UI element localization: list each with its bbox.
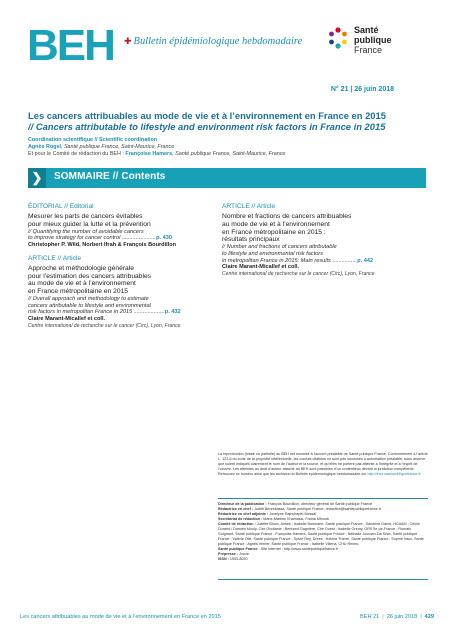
credit-label: Prépresse : [218, 552, 239, 556]
credit-line [218, 522, 428, 547]
article-english-text: risk factors in metropolitan France in 2015 .................... [28, 309, 165, 316]
credit-label: Comité de rédaction : [218, 522, 256, 526]
article-affiliation: Centre international de recherche sur le cancer (Circ), Lyon, France [222, 271, 375, 278]
page-number: p. 442 [357, 257, 374, 264]
article-title-line: pour l’estimation des cancers attribuables [28, 272, 152, 280]
article-title-line: en France métropolitaine en 2015 [28, 288, 129, 296]
contents-column-left [28, 203, 218, 329]
footer-issue-info [360, 614, 434, 620]
credit-value: Juliette Bloch, Anses ; Isabelle Bonmarin, Santé publique France ; Sandrine Danet, HCAAM ; Cécile Durand / Damien Mouly, Cire Occitanie ; Bertrand Gagnière, Cire Ouest ; Isabelle Grémy, ORS Île-de-France ; Romain Guignard, Santé publique France ; Françoise Hamers, Santé publique France ; Nathalie Jourdan-Da Silva, Santé publique France ; Valérie Olié, Santé publique France ; Sylvie Rey, Drees ; Hélène Therre, Santé publique France ; Sophie Vaux, Santé publique France ; Agnès Verrier, Santé publique France ; Isabelle Villena, CHU Reims. [218, 522, 424, 546]
journal-tagline [124, 36, 302, 47]
committee-line [28, 151, 428, 158]
article-affiliation: Centre international de recherche sur le cancer (Circ), Lyon, France [28, 322, 181, 329]
article-title-line: au mode de vie et à l’environnement [222, 220, 330, 228]
committee-affiliation: , Santé publique France, Saint-Maurice, France [172, 151, 286, 157]
spf-line-1: Santé [354, 25, 379, 35]
archive-link[interactable]: http://invs.santepubliquefrance.fr [367, 472, 421, 476]
beh-logo-text: BEH [27, 22, 114, 66]
page-number: p. 430 [156, 235, 172, 242]
spf-line-3: France [354, 45, 383, 55]
section-label: ÉDITORIAL // Editorial [28, 203, 94, 210]
article-english-line: // Overall approach and methodology to estimate [28, 295, 149, 302]
coordinator-affiliation: , Santé publique France, Saint-Maurice, France [60, 144, 175, 150]
article-english-text: in metropolitan France in 2015: Main results ................ [222, 257, 358, 264]
article-english-line: // Quantifying the number of avoidable cancers [28, 228, 144, 235]
spf-text [354, 25, 392, 55]
footer-issue: BEH 21 [359, 614, 380, 620]
beh-logo [27, 22, 119, 66]
footer-date: 26 juin 2018 [386, 614, 418, 620]
credit-label: Rédactrice en chef : [218, 507, 254, 511]
footer-separator: | [382, 614, 384, 620]
tagline-text: Bulletin épidémiologique hebdomadaire [133, 36, 303, 47]
article-english-line: to lifestyle and environmental risk factors [222, 250, 324, 257]
coordinator-line [28, 144, 428, 151]
toc-entry-editorial[interactable] [28, 203, 218, 249]
article-title-line: Approche et méthodologie générale [28, 264, 134, 272]
credit-label: Directeur de la publication : [218, 502, 267, 506]
article-english-line-with-page [28, 235, 218, 242]
article-title-line: au mode de vie et à l’environnement [28, 280, 136, 288]
coordinator-name: Agnès Rogel [28, 144, 61, 150]
credit-label: Santé publique France [218, 547, 258, 551]
article-title-line: pour mieux guider la lutte et la prévention [28, 220, 151, 228]
committee-prefix: Et pour le Comité de rédaction du BEH : [28, 151, 126, 157]
spf-line-2: publique [354, 35, 392, 45]
article-english-text: to improve strategy for cancer control ...................... [28, 235, 157, 242]
credit-value: - Site Internet : http://www.santepubliquefrance.fr [257, 547, 339, 551]
title-english: // Cancers attributable to lifestyle and environment risk factors in France in 2015 [28, 121, 386, 132]
section-label: ARTICLE // Article [222, 203, 276, 210]
footer-separator: | [420, 614, 422, 620]
article-title-line: en France métropolitaine en 2015 : [222, 228, 326, 236]
credit-value: Jouve [238, 552, 249, 556]
article-title-line: Nombre et fractions de cancers attribuables [222, 213, 352, 220]
article-authors: Christopher P. Wild, Norbert Ifrah & François Bourdillon [28, 242, 177, 248]
credit-label: Secrétariat de rédaction : [218, 517, 263, 521]
legal-text: La reproduction (totale ou partielle) du BEH est soumise à l’accord préalable de Santé publique France. Conformément à l’article L. 122-5 du code de la propriété intellectuelle, les courtes citations ne sont pas soumises à autorisation préalable, sous réserve que soient indiqués clairement le nom de l’auteur et la source, et qu’elles ne portent pas atteinte à l’intégrité et à l’esprit de l’oeuvre. Les atteintes au droit d’auteur attaché au BEH sont passibles d’un contentieux devant la juridiction compétente. [218, 452, 428, 471]
credit-value: Judith Benrekassa, Santé publique France, redaction@santepubliquefrance.fr [253, 507, 382, 511]
issue-number: N° 21 | 26 juin 2018 [330, 86, 394, 93]
article-authors: Claire Marant-Micallef et coll. [222, 264, 300, 271]
credit-label: ISSN : [218, 557, 229, 561]
page-footer [20, 612, 434, 624]
page-header [0, 0, 454, 80]
footer-page-number: 429 [424, 614, 434, 620]
issue-title [28, 110, 428, 132]
toc-entry-methodology[interactable] [28, 255, 218, 330]
page-number: p. 432 [164, 309, 181, 316]
legal-notice [218, 452, 428, 477]
committee-name: Françoise Hamers [125, 151, 173, 157]
credit-line [218, 557, 428, 562]
article-title-line: résultats principaux [222, 236, 280, 244]
sante-publique-france-logo [326, 22, 436, 66]
article-english-line-with-page [28, 309, 218, 316]
contents-column-right [222, 203, 422, 278]
editorial-credits [218, 498, 428, 580]
coordination-block [28, 137, 428, 158]
footer-running-title: Les cancers attribuables au mode de vie et à l’environnement en France en 2015 [20, 614, 221, 620]
article-english-line-with-page [222, 258, 422, 265]
article-english-line: cancers attributable to lifestyle and environmental [28, 302, 151, 309]
archive-line [218, 472, 428, 477]
toc-entry-results[interactable] [222, 203, 422, 278]
credit-value: Jocelyne Rajnchapel-Messaï [268, 512, 317, 516]
article-title-line: Mesurer les parts de cancers évitables [28, 213, 143, 220]
coordination-heading: Coordination scientifique // Scientific coordination [28, 137, 158, 143]
contents-heading: SOMMAIRE // Contents [54, 171, 166, 182]
section-label: ARTICLE // Article [28, 254, 82, 262]
credit-value: Marie-Martine Khamassi, Farida Mihoub [262, 517, 329, 521]
credit-label: Rédactrice en chef adjointe : [218, 512, 269, 516]
credit-value: 1953-8030 [228, 557, 248, 561]
contents-banner [28, 168, 426, 188]
article-english-line: // Number and fractions of cancers attributable [222, 244, 337, 251]
chevron-right-icon: ❯ [28, 168, 46, 188]
credit-value: François Bourdillon, directeur général de Santé publique France [266, 502, 373, 506]
tagline-mark-icon: ✚ [124, 36, 132, 46]
title-french: Les cancers attribuables au mode de vie et à l’environnement en France en 2015 [28, 110, 386, 121]
archive-prefix: Retrouvez ce numéro ainsi que les archives du Bulletin épidémiologique hebdomadaire sur [218, 472, 367, 476]
article-authors: Claire Marant-Micallef et coll. [28, 316, 106, 323]
spf-dots-icon [326, 26, 350, 50]
